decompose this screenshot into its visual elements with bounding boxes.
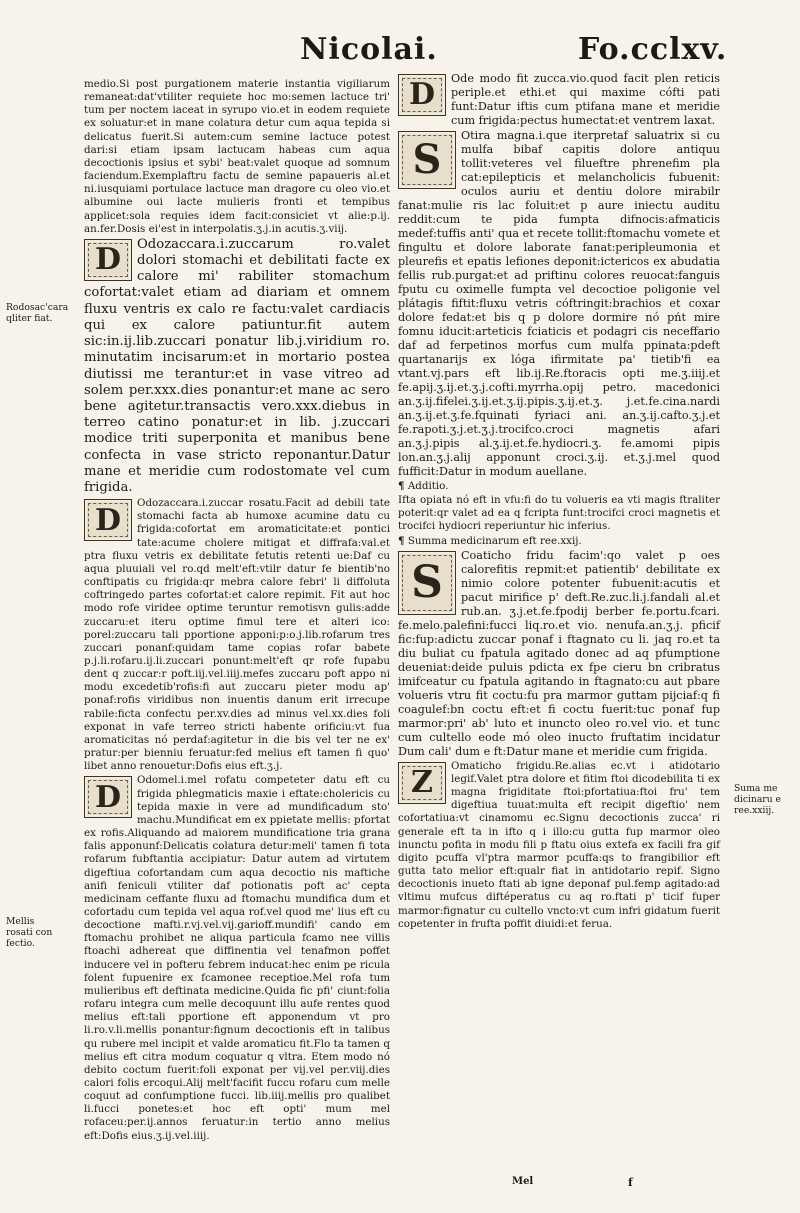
margin-note: Suma me dicinaru e ree.xxiij. [734, 783, 781, 816]
pilcrow-mark: ¶ [398, 534, 405, 547]
zomaticho-frigidu-paragraph: Omaticho frigidu.Re.alias ec.vt i atidotario legif.Valet ptra dolore et fitim ftoi dicodebilita ti ex magna frigiditate ftoi:pfortatiua:ftoi fru' tem digeftiua tuuat:multa eft recipit digeftio' nem cofortatiua:vt cinamomu ec.Signu decoctionis zucca' ri generale eft ta in ifto q i illo:cu gutta fup marmor oleo inunctu pofita in modu fili p ftatu oius extefa ex facili fra gif digito pcuffa vl'ptra marmor pcuffa:qs to frangibilior eft gutta tato melior eft:qualr fiat in antidotario repif. Signo decoctionis inueto ftati ab igne deponaf pul.femp agitado:ad vltimu mufcus diftéperatus cu aq ro.ftati p' ticif fuper marmor:fignatur cu cultello vncto:vt cum infri gidatum fuerit copetenter in frufta poffit diuidi:et ferua. [398, 759, 720, 930]
left-opening-paragraph: medio.Si post purgationem materie instantia vigiliarum remaneat:dat'vtiliter requiete hoc mo:semen lactuce tri' tum per noctem iaceat in syrupo vio.et in eodem requiete ex soluatur:et in mane colatura detur cum aqua tepida si delicatus fuerit.Si autem:cum semine lactuce potest dari:si etiam ipsam lactucam habeas cum aqua decoctionis ipsius et sybi' beat:valet quoque ad somnum faciendum.Exemplaftru factu de semine papaueris al.et ni.iusquiami portulace lactuce man dragore cu oleo vio.et albumine oui lacte mulieris fronti et tempibus applicet:sola requies idem facit:consiciet vt alie:p.ij. an.fer.Dosis ei'est in interpolatis.ʒ.j.in acutis.ʒ.viij. [84, 78, 390, 235]
margin-note: Mellis rosati con fectio. [6, 916, 53, 949]
pilcrow-mark: ¶ [398, 480, 405, 492]
zucca-vio-paragraph: Ode modo fit zucca.vio.quod facit plen reticis periple.et ethi.et qui maxime cófti pati funt:Datur iftis cum ptifana mane et meridie cum frigida:pectus humectat:et ventrem laxat. [451, 72, 720, 127]
right-column [398, 72, 720, 932]
running-title: Nicolai. [300, 32, 438, 67]
rodomel-paragraph: Odomel.i.mel rofatu competeter datu eft cu frigida phlegmaticis maxie i eftate:cholericis cu tepida maxie in vere ad mundificadum sto' machu.Mundificat em ex ppietate mellis: pfortat ex rofis.Aliquando ad maiorem mundificatione tria grana falis apponunf:Delicatis colatura detur:meli' tamen fi tota rofarum fubftantia accipiatur: Datur autem ad virtutem digeftiua cofortandam cum aqua decoctio nis maftiche anifi feniculi vtiliter daf potionatis poft ac' cepta medicinam ceffante fluxu ad ftomachu mundifica dum et cofortadu cum tepida vel aqua rof.vel quod me' lius eft cu decoctione mafti.r.vj.vel.vij.garioff.mundifi' cando em ftomachu prohibet ne aliqua particula fcamo nee villis ftoachi adhereat que diffinentia vel tenafmon poffet inducere vel in pofteru febrem inducat:hec enim pe ricula folent fupuenire ex fcamonee receptioe.Mel rofa tum mulieribus eft deftinata medicine.Quida fic pfi' ciunt:folia rofaru integra cum melle decoquunt illu aufe rentes quod melius eft:tali pportione eft apponendum vt pro li.ro.v.li.mellis ponantur:fignum decoctionis eft in talibus qu rubere mel incipit et valde aromaticu fit.Flo ta tamen q melius eft citra modum coquatur q vltra. Etem modo nó debito coctum fuerit:foli exponat per vij.vel per.viij.dies calori folis ercoqui.Alij melt'facifit fuccu rofaru cum melle coquut ad confumptione fucci. lib.iiij.mellis pro qualibet li.fucci ponetes:et hoc eft opti' mum mel rofaceu:per.ij.annos feruatur:in tertio anno melius eft:Dofis eius.ʒ.ij.vel.iiij. [84, 774, 390, 1142]
decorated-initial: D [84, 499, 132, 541]
page-header [0, 30, 800, 76]
decorated-initial: D [84, 776, 132, 818]
summa-line [398, 535, 720, 548]
zuccar-rosatu-paragraph: Odozaccara.i.zuccar rosatu.Facit ad debili tate stomachi facta ab humoxe acumine datu cu frigida:cofortat em aromaticitate:et pontici tate:acume cholere mitigat et diffrafa:val.et ptra fluxu vetris ex debilitate fetutis retenti ue:Daf cu aqua pluuiali vel ro.qd melt'eft:vtilr datur fe bientib'no conftipatis cu frigida:qr mebra calore febri' li diffoluta coftringedo partes cofortat:et calore repimit. Fit aut hoc modo rofe viridee optime teruntur remotisvn gulis:adde zuccaru:et iteru optime fimul tere et alteri ico: porel:zuccaru tali pportione apponi:p:o.j.lib.rofarum tres zuccari ponanf:quidam tame copias rofar babete p.j.li.rofaru.ij.li.zuccari ponunt:melt'eft qr rofe fupabu dent q zuccar:r poft.iij.vel.iiij.mefes zuccaru poft appo ni modu excedetib'rofis:fi aut zuccaru pieter modu ap' ponaf:rofis viridibus non inuentis danum erit irrecupe rabile:ficta confectu per.xv.dies ad minus vel.xx.dies foli exponat in vafe terreo stricti habente orificiu:vt fua aromaticitas nó perdaf:agitetur in die bis vel ter ne ex' pratur:per bienniu feruatur:fed melius eft tamen fi quo' libet anno renouetur:Dofis eius eft.ʒ.j. [84, 497, 390, 773]
summa-text: Summa medicinarum eft ree.xxij. [407, 534, 582, 547]
addition-text: Ifta opiata nó eft in vfu:fi do tu volueris ea vti magis ftraliter poterit:qr valet ad ea q fcripta funt:trocifci croci magnetis et trocifci hydiocri reperiuntur hic inferius. [398, 494, 720, 533]
signature-mark: f [628, 1176, 633, 1189]
left-column [84, 78, 390, 1144]
decorated-initial: S [398, 551, 456, 615]
rodozaccara-paragraph: Odozaccara.i.zuccarum ro.valet dolori stomachi et debilitati facte ex calore mi' rabiliter stomachum cofortat:valet etiam ad diariam et omnem fluxu ventris ex calo re factu:valet cardiacis qui ex calore patiuntur.fit autem sic:in.ij.lib.zuccari ponatur lib.j.viridium ro. minutatim incisarum:et in mortario postea diutissi me terantur:et in vase vitreo ad solem per.xxx.dies ponantur:et mane ac sero bene agitetur.transactis vero.xxx.diebus in terreo catino ponatur:et in lib. j.zuccari modice triti superponita et manibus bene confecta in vase stricto reponantur.Datur mane et meridie cum rodostomate vel cum frigida. [84, 236, 390, 495]
decorated-initial: Z [398, 762, 446, 804]
addition-paragraph [398, 480, 720, 493]
decorated-initial: D [398, 74, 446, 116]
addition-heading: Additio. [407, 480, 449, 492]
zucaticho-frigidu-paragraph: Coaticho fridu facim':qo valet p oes calorefitis repmit:et patientib' debilitate ex nimio colore potenter fubuenit:acutis et pacut mirifice p' deft.Re.zuc.li.j.fandali al.et rub.an. ʒ.j.et.fe.fpodij berber fe.portu.fcari. fe.melo.palefini:fucci liq.ro.et vio. nenufa.an.ʒ.j. pficif fic:fup:adictu zuccar ponaf i ftagnato cu li. jaq ro.et ta diu buliat cu fpatula agitado donec ad aq pfumptione deueniat:deide puluis pdicta ex fpe cieru bn cribratus imifceatur cu fpatula agitando in ftagnato:cu aut pbare volueris vtru fit coctu:fu pra marmor guttam pijciaf:q fi coagulef:bn coctu eft:et fi coctu fuerit:tuc ponaf fup marmor:pri' ab' luto et inuncto oleo ro.vel vio. et tunc cum cultello eode mó oleo inucto fruftatim incidatur Dum cali' dum e ft:Datur mane et meridie cum frigida. [398, 548, 720, 758]
sotira-magna-paragraph: Otira magna.i.que iterpretaf saluatrix si cu mulfa bibaf capitis dolore antiquu tollit:veteres vel filueftre phrenefim pla cat:epilepticis et melancholicis fubuenit: oculos auriu et dentiu dolore mirabilr fanat:mulie ris lac foluit:et p aure iniectu auditu reddit:cum te pida fumpta difnocis:afmaticis medef:tuffis anti' qua et recete tollit:ftomachu vomete et fingultu et dolore laborate fanat:peripleumonia et pleurefis et epatis lefiones deponit:ictericos ex abudatia fellis rub.purgat:et ad priftinu colores reuocat:fanguis fputu cu oximelle fumpta vel decoctioe poligonie vel plátagis fiftit:fluxu vetris cóftringit:brachios et coxar dolore fedat:et bis q p dolore dormire nó pńt mire fomnu iducit:arteticis fciaticis et podagri cis neceffario daf ad ferpetinos morfus cum mulfa ppinata:pdeft quartanarijs ex lóga ifirmitate pa' tietib'fi ea vtant.vj.pars eft lib.ij.Re.ftoracis opti me.ʒ.iiij.et fe.apij.ʒ.ij.et.ʒ.j.cofti.myrrha.opij petro. macedonici an.ʒ.ij.fifelei.ʒ.ij.et.ʒ.ij.pipis.ʒ.ij.et.ʒ. j.et.fe.cina.nardi an.ʒ.ij.et.ʒ.fe.fquinati fyriaci ani. an.ʒ.ij.cafto.ʒ.j.et fe.rapoti.ʒ.j.et.ʒ.j.trocifco.croci magnetis afari an.ʒ.j.pipis al.ʒ.ij.et.fe.hydiocri.ʒ. fe.amomi pipis lon.an.ʒ.j.alij apponunt croci.ʒ.ij. et.ʒ.j.mel quod fufficit:Datur in modum auellane. [398, 129, 721, 478]
folio-number: Fo.cclxv. [578, 32, 728, 67]
decorated-initial: D [84, 239, 132, 281]
catchword: Mel [512, 1176, 534, 1187]
margin-note: Rodosac'cara qliter fiat. [6, 302, 69, 324]
decorated-initial: S [398, 131, 456, 189]
